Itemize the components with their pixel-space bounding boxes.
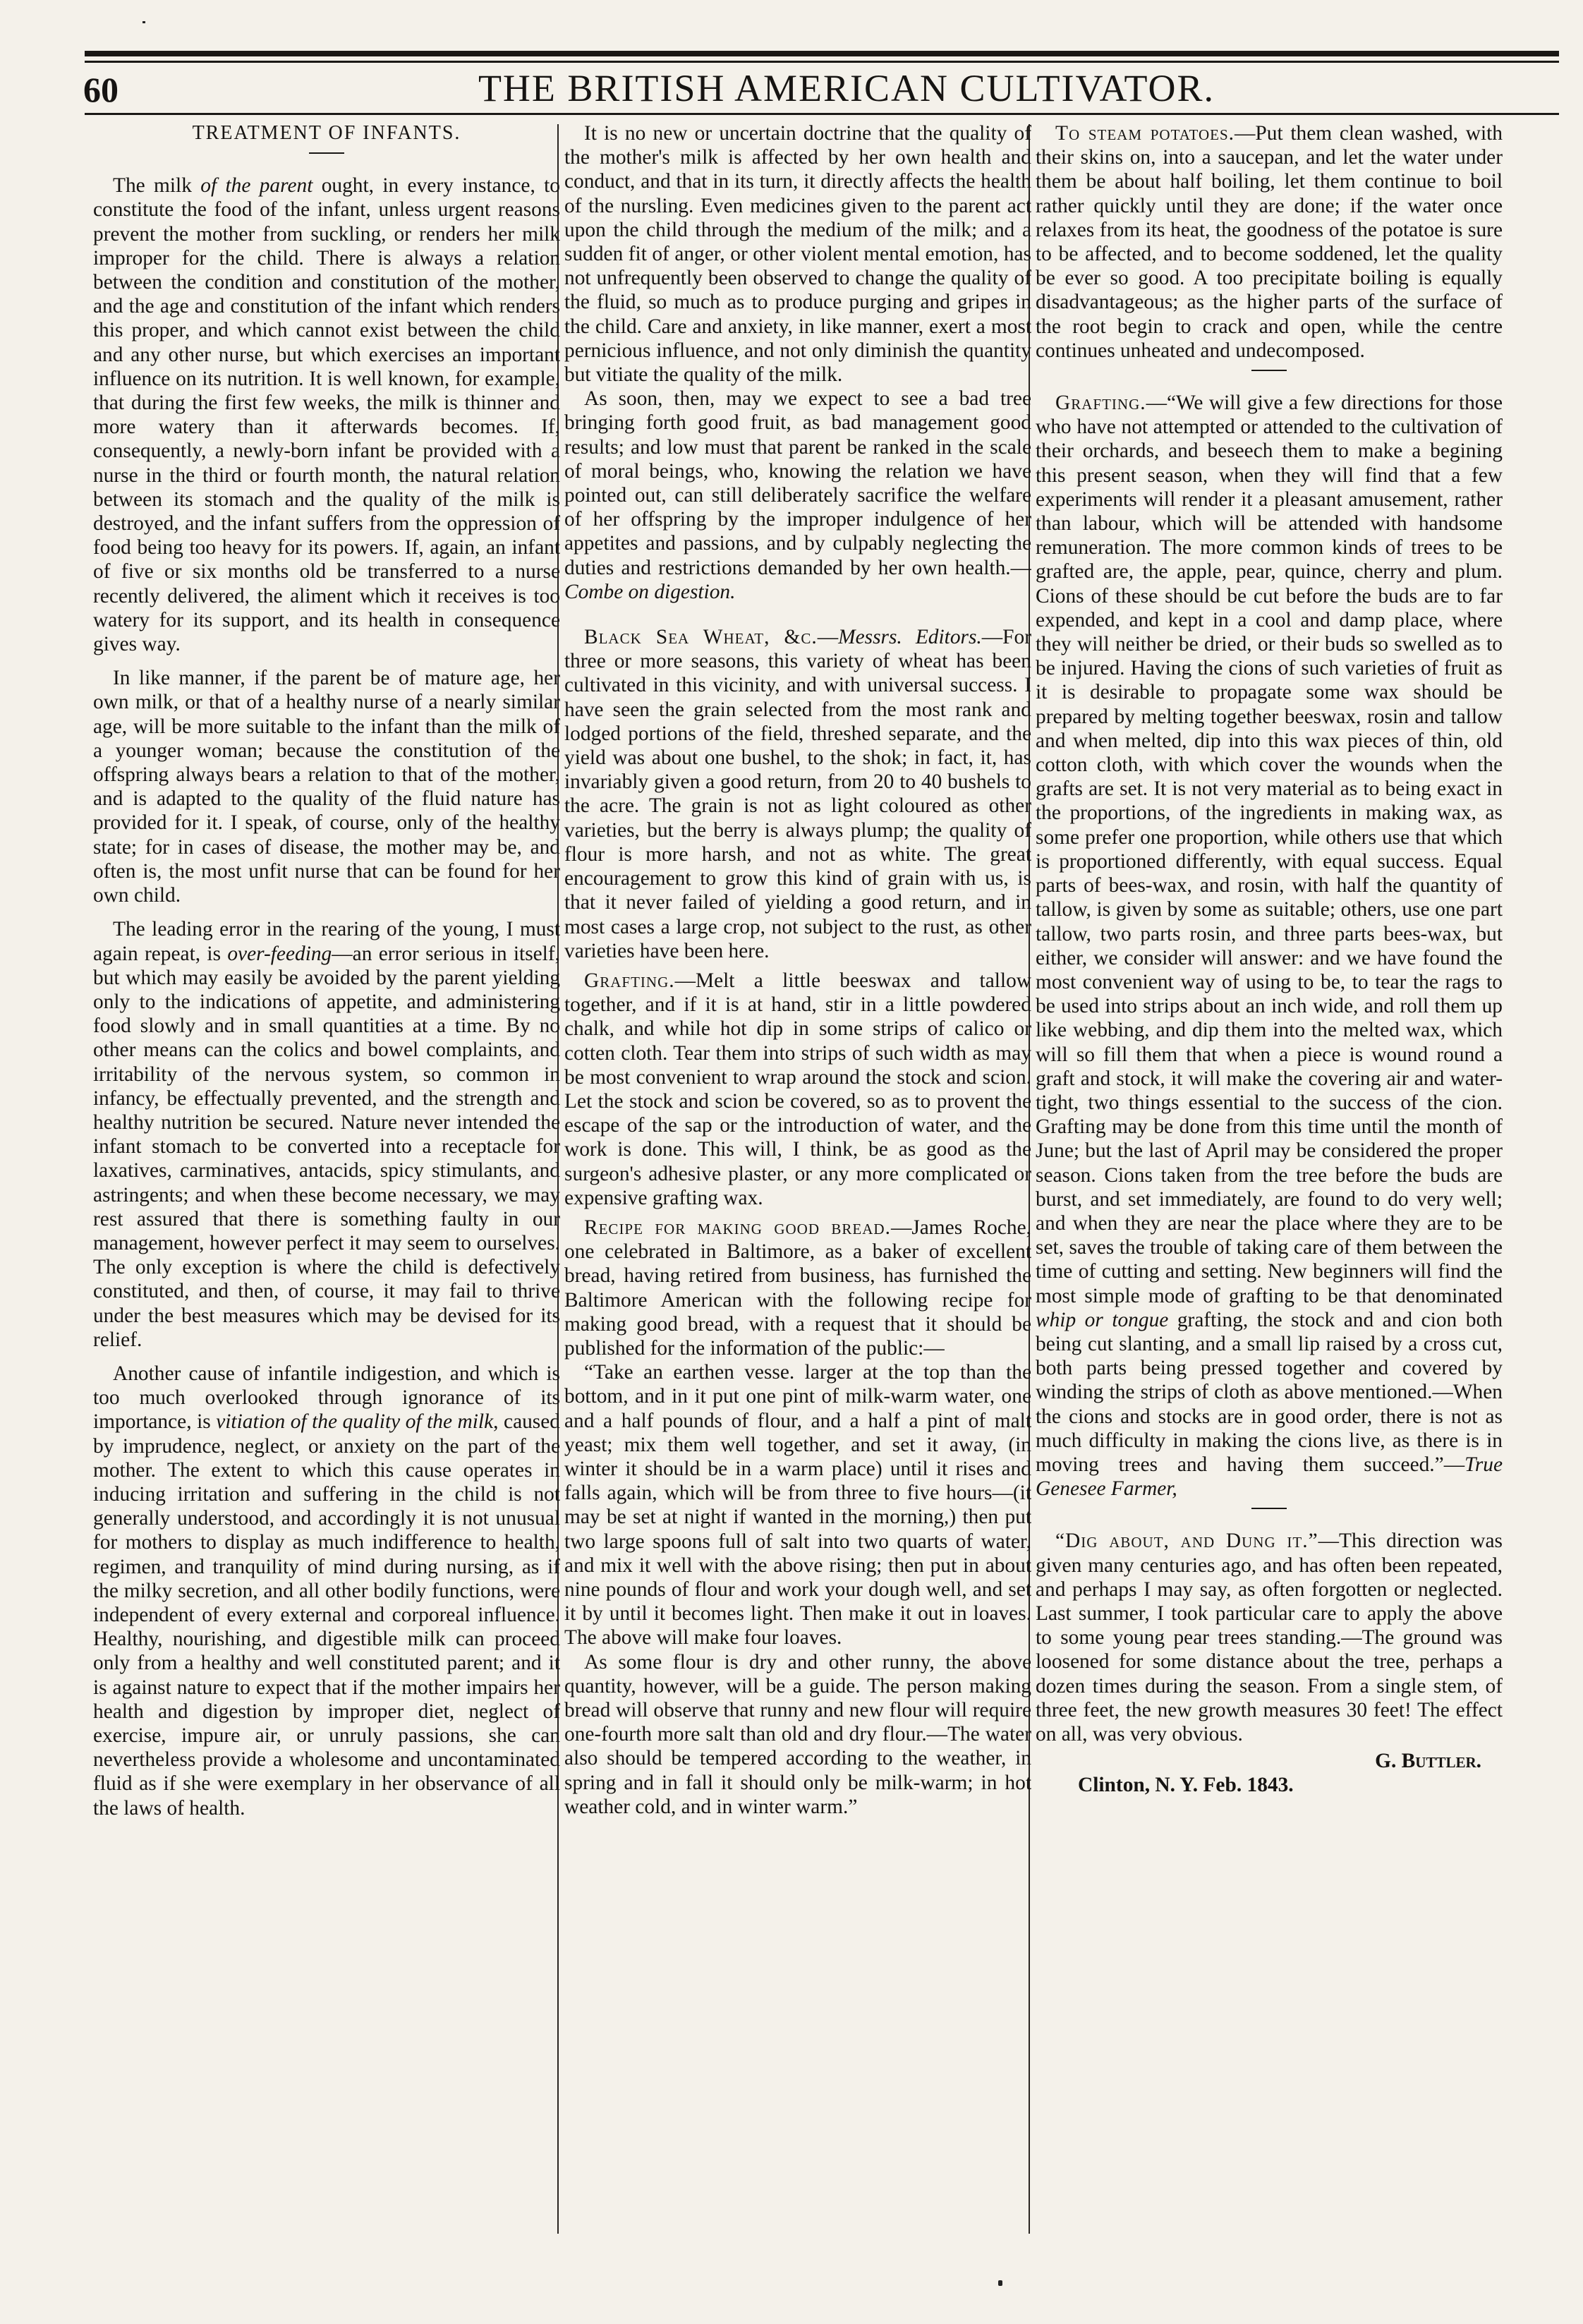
header-rule: [85, 113, 1559, 115]
paragraph: [93, 174, 560, 656]
article-grafting-short: [564, 969, 1031, 1210]
source-citation: True Genesee Farmer,: [1036, 1453, 1503, 1501]
column-3: [1036, 121, 1503, 2245]
text-run: —an error serious in itself, but which may easily be avoided by the parent yielding only to the indications of appetite, and administering food slowly and in small quantities at a time. By no other means can the colics and bowel complaints, and irritability of the nervous system, so common in infancy, be effectually prevented, and the strength and healthy nutrition be secured. Nature never intended the infant stomach to be converted into a receptacle for laxatives, carminatives, antacids, spicy stimulants, and astringents; and when these become necessary, we may rest assured that there is something faulty in our management, however perfect it may seem to ourselves. The only exception is where the child is defectively constituted, and then, of course, it may fail to thrive under the best measures which may be devised for its relief.: [93, 942, 560, 1351]
text-run: —“We will give a few directions for those who have not attempted or attended to the cultivation of their orchards, and beseech them to make a begining this present season, when they will find that a few experiments will render it a pleasant amusement, rather than labour, which will be attended with handsome remuneration. The more common kinds of trees to be grafted are, the apple, pear, quince, cherry and plum. Cions of these should be cut before the buds are to far expended, and kept in a cool and damp place, where they will neither be dried, or their buds so swelled as to be injured. Having the cions of such varieties of fruit as it is desirable to propagate some wax should be prepared by melting together beeswax, rosin and tallow and when melted, dip into this wax pieces of thin, old cotton cloth, with which cover the wounds when the grafts are set. It is not very material as to being exact in the proportions, of the ingredients in making wax, as some prefer one proportion, while others use that which is proportioned differently, with equal success. Equal parts of bees-wax, and rosin, with half the quantity of tallow, is given by some as suitable; others, use one part tallow, two parts rosin, and three parts bees-wax, but either, we consider will answer: and we have found the most convenient way of using to be, to tear the rags to be used into strips about an inch wide, and roll them up like webbing, and dip them into the melted wax, which will so fill them that when a piece is wound round a graft and stock, it will make the covering air and water-tight, two things essential to the success of the cion. Grafting may be done from this time until the month of June; but the last of April may be considered the proper season. Cions taken from the tree before the buds are burst, and set immediately, are found to do very well; and when they are near the place where they are to be set, saves the trouble of taking care of them between the time of cutting and setting. New beginners will find the most simple mode of grafting to be that denominated: [1036, 392, 1503, 1307]
page-number: 60: [83, 70, 119, 109]
article-grafting-long: [1036, 391, 1503, 1501]
separator-rule: [1251, 370, 1287, 371]
title-short-rule: [309, 152, 344, 154]
article-heading: Grafting.: [1055, 392, 1146, 415]
paragraph: [93, 917, 560, 1352]
text-run: —For three or more seasons, this variety of wheat has been cultivated in this vicinity, and with universal success. I have seen the grain selected from the most rank and lodged portions of the field, threshed separate, and the yield was about one bushel, to the shok; in fact, it, has invariably given a good return, from 20 to 40 bushels to the acre. The grain is not as light coloured as other varieties, but the berry is always plump; the quality of flour is more harsh, and not as white. The great encouragement to grow this kind of grain with us, is that it never failed of yielding a good return, and in most cases a large crop, not subject to the rust, as other varieties have been here.: [564, 626, 1031, 962]
paragraph: [93, 1362, 560, 1820]
paragraph: As some flour is dry and other runny, the above quantity, however, will be a guide. The person making bread will observe that runny and new flour will require one-fourth more salt than old and dry flour.—The water also should be tempered according to the weather, in spring and in fall it should only be milk-warm; in hot weather cold, and in winter warm.”: [564, 1650, 1031, 1818]
emphasis: whip or tongue: [1036, 1308, 1169, 1331]
paragraph: In like manner, if the parent be of mature age, her own milk, or that of a healthy nurse of a nearly similar age, will be more suitable to the infant than the milk of a younger woman; because the constitution of the offspring always bears a relation to that of the mother, and is adapted to the quality of the fluid nature has provided for it. I speak, of course, only of the healthy state; for in cases of disease, the mother may be, and often is, the most unfit nurse that can be found for her own child.: [93, 667, 560, 907]
emphasis: Messrs. Editors.: [838, 626, 982, 649]
article-steam-potatoes: [1036, 121, 1503, 363]
ink-speck: [142, 21, 145, 23]
text-run: —: [817, 626, 839, 649]
article-heading: “Dig about, and Dung it.”: [1055, 1530, 1318, 1553]
ink-speck: [998, 2280, 1002, 2286]
article-dig-about: [1036, 1529, 1503, 1746]
text-run: —This direction was given many centuries ago, and has often been repeated, and perhaps I may say, as often forgotten or neglected. Last summer, I took particular care to apply the above to some young pear trees standing.—The ground was loosened for some distance about the tree, perhaps a dozen times during the season. From a single stem, of three feet, the new growth measures 30 feet! The effect on all, was very obvious.: [1036, 1530, 1503, 1745]
top-rule-thin: [85, 61, 1559, 63]
article-title-infants: TREATMENT OF INFANTS.: [192, 122, 461, 144]
text-run: The milk: [113, 174, 201, 198]
article-heading: To steam potatoes.: [1055, 122, 1235, 145]
author-signature: G. Buttler.: [1375, 1750, 1481, 1773]
dateline: Clinton, N. Y. Feb. 1843.: [1078, 1774, 1294, 1797]
text-run: —James Roche, one celebrated in Baltimore, as a baker of excellent bread, having retired from business, has furnished the Baltimore American with the following recipe for making good bread, with a request that it should be published for the information of the public:—: [564, 1216, 1031, 1360]
text-run: , caused by imprudence, neglect, or anxiety on the part of the mother. The extent to which this cause operates in inducing irritation and suffering in the child is not generally understood, and accordingly it is not unusual for mothers to display as much indifference to health, regimen, and tranquility of mind during nursing, as if the milky secretion, and all other bodily functions, were independent of every external and corporeal influence. Healthy, nourishing, and digestible milk can proceed only from a healthy and well constituted parent; and it is against nature to expect that if the mother impairs her health and digestion by improper diet, neglect of exercise, impure air, or unruly passions, she can nevertheless provide a wholesome and uncontaminated fluid as if she were exemplary in her observance of all the laws of health.: [93, 1410, 560, 1820]
text-run: —Melt a little beeswax and tallow together, and if it is at hand, stir in a little powdered chalk, and while hot dip in some strips of calico or cotten cloth. Tear them into strips of such width as may be most convenient to wrap around the stock and scion. Let the stock and scion be covered, so as to provent the escape of the sap or the introduction of water, and the work is done. This will, I think, be as good as the surgeon's adhesive plaster, or any more complicated or expensive grafting wax.: [564, 969, 1031, 1209]
separator-rule: [1251, 1508, 1287, 1509]
article-heading: Grafting.: [584, 969, 675, 992]
source-citation: Combe on digestion.: [564, 580, 736, 603]
article-heading: Black Sea Wheat, &c.: [584, 626, 818, 649]
text-run: The leading error in the rearing of the young, I must again repeat, is: [93, 918, 560, 965]
text-run: As soon, then, may we expect to see a bad tree bringing forth good fruit, as bad management good results; and low must that parent be ranked in the scale of moral beings, who, knowing the relation we have pointed out, can still deliberately sacrifice the welfare of her offspring by the improper indulgence of her appetites and passions, and by culpably neglecting the duties and restrictions demanded by her own health.—: [564, 387, 1031, 579]
article-bread-recipe: [564, 1216, 1031, 1360]
masthead-title: THE BRITISH AMERICAN CULTIVATOR.: [478, 67, 1215, 109]
text-run: grafting, the stock and and cion both being cut slanting, and a small lip raised by a cross cut, both parts being pressed together and covered by winding the strips of cloth as above mentioned.—When the cions and stocks are in good order, there is not as much difficulty in making the cions live, as there is in moving trees and having them succeed.”—: [1036, 1308, 1503, 1476]
text-run: Another cause of infantile indigestion, and which is too much overlooked through ignorance of its importance, is: [93, 1362, 560, 1434]
article-heading: Recipe for making good bread.: [584, 1216, 891, 1239]
emphasis: of the parent: [200, 174, 313, 198]
article-black-sea-wheat: [564, 625, 1031, 963]
top-rule-thick: [85, 51, 1559, 56]
column-2: [564, 121, 1031, 2245]
text-run: —Put them clean washed, with their skins on, into a saucepan, and let the water under them be about half boiling, let them continue to boil rather quickly until they are done; if the water once relaxes from its heat, the goodness of the potatoe is sure to be affected, and to become soddened, let the quality be ever so good. A too precipitate boiling is equally disadvantageous; as the higher parts of the surface of the root begin to crack and open, while the centre continues unheated and undecomposed.: [1036, 122, 1503, 362]
emphasis: over-feeding: [227, 942, 332, 965]
paragraph-quote: “Take an earthen vesse. larger at the top than the bottom, and in it put one pint of milk-warm water, one and a half pounds of flour, and a half a pint of malt yeast; mix them well together, and set it away, (in winter it should be in a warm place) until it rises and falls again, which will be from three to five hours—(it may be set at night if wanted in the morning,) then put two large spoons full of salt into two quarts of water, and mix it well with the above rising; then put in about nine pounds of flour and work your dough well, and set it by until it becomes light. Then make it out in loaves. The above will make four loaves.: [564, 1361, 1031, 1650]
text-run: ought, in every instance, to constitute the food of the infant, unless urgent reasons prevent the mother from suckling, or renders her milk improper for the child. There is always a relation between the condition and constitution of the mother, and the age and constitution of the infant which renders this proper, and which cannot exist between the child and any other nurse, but which exercises an important influence on its nutrition. It is well known, for example, that during the first few weeks, the milk is thinner and more watery than it afterwards becomes. If, consequently, a newly-born infant be provided with a nurse in the third or fourth month, the natural relation between its stomach and the quality of the milk is destroyed, and the infant suffers from the oppression of food being too heavy for its powers. If, again, an infant of five or six months old be transferred to a nurse recently delivered, the aliment which it receives is too watery for its support, and its health in consequence gives way.: [93, 174, 560, 656]
emphasis: vitiation of the quality of the milk: [216, 1410, 494, 1434]
paragraph: [564, 387, 1031, 604]
paragraph: It is no new or uncertain doctrine that the quality of the mother's milk is affected by her own health and conduct, and that in its turn, it directly affects the health of the nursling. Even medicines given to the parent act upon the child through the medium of the milk; and a sudden fit of anger, or other violent mental emotion, has not unfrequently been observed to change the quality of the fluid, so much as to produce purging and gripes in the child. Care and anxiety, in like manner, exert a most pernicious influence, and not only diminish the quantity but vitiate the quality of the milk.: [564, 122, 1031, 387]
column-1: [93, 121, 560, 2245]
